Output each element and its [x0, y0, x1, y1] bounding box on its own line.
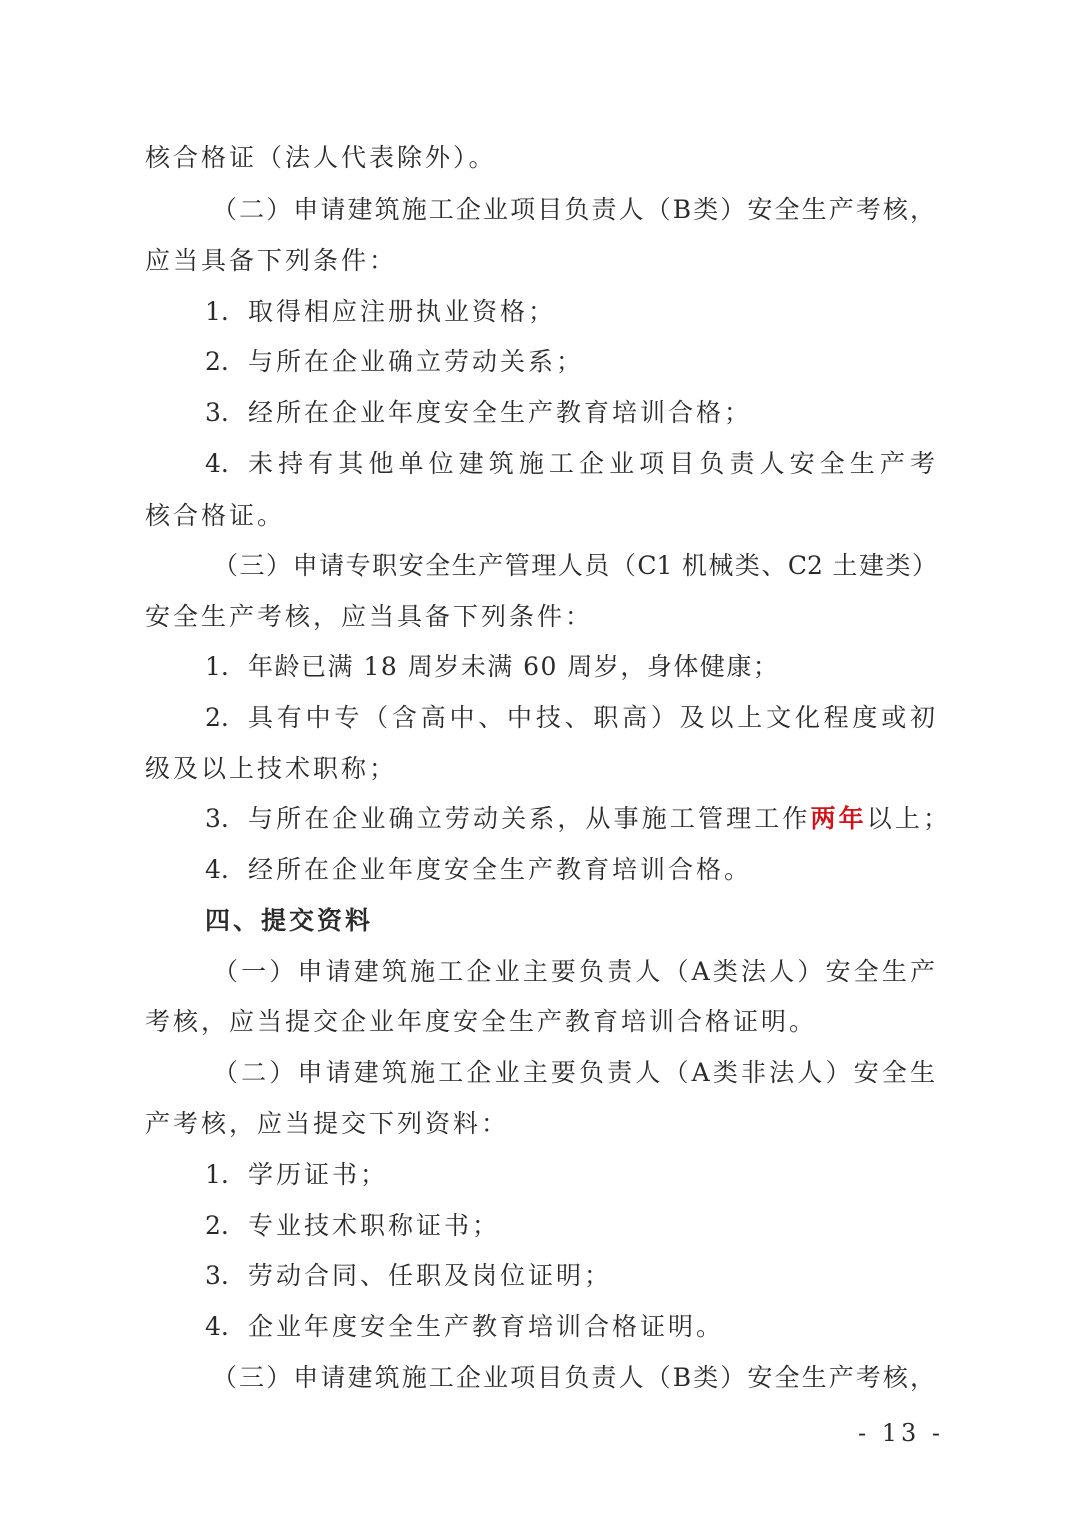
- list-item: 取得相应注册执业资格；: [248, 297, 557, 326]
- page-number: - 13 -: [858, 1419, 945, 1447]
- section-heading: 四、提交资料: [205, 906, 374, 935]
- paragraph-line: 产考核，应当提交下列资料：: [145, 1109, 510, 1138]
- paragraph-line: （三）申请建筑施工企业项目负责人（B类）安全生产考核，: [212, 1363, 935, 1392]
- paragraph-line: （二）申请建筑施工企业主要负责人（A类非法人）安全生: [213, 1058, 935, 1087]
- paragraph-line: （一）申请建筑施工企业主要负责人（A类法人）安全生产: [213, 957, 935, 986]
- list-number: 1.: [205, 652, 229, 681]
- list-item: 学历证书；: [248, 1160, 389, 1189]
- paragraph-line: 应当具备下列条件：: [145, 246, 398, 275]
- list-number: 4.: [205, 855, 229, 884]
- paragraph-line: （三）申请专职安全生产管理人员（C1 机械类、C2 土建类）: [213, 551, 937, 580]
- paragraph-line: 级及以上技术职称；: [145, 754, 398, 783]
- list-item: 经所在企业年度安全生产教育培训合格。: [248, 855, 753, 884]
- list-number: 1.: [205, 297, 229, 326]
- list-item: 未持有其他单位建筑施工企业项目负责人安全生产考: [248, 449, 935, 478]
- list-number: 3.: [205, 398, 229, 427]
- list-item: 企业年度安全生产教育培训合格证明。: [248, 1312, 725, 1341]
- list-item: 经所在企业年度安全生产教育培训合格；: [248, 398, 753, 427]
- list-item: 年龄已满 18 周岁未满 60 周岁，身体健康；: [248, 652, 780, 681]
- list-number: 4.: [205, 1312, 229, 1341]
- paragraph-line: 安全生产考核，应当具备下列条件：: [145, 602, 594, 631]
- paragraph-line: 考核，应当提交企业年度安全生产教育培训合格证明。: [145, 1007, 818, 1036]
- list-number: 4.: [205, 449, 229, 478]
- list-item: 劳动合同、任职及岗位证明；: [248, 1261, 613, 1290]
- list-number: 2.: [205, 1211, 229, 1240]
- list-item-text: 与所在企业确立劳动关系，从事施工管理工作: [248, 804, 811, 833]
- list-number: 3.: [205, 804, 229, 833]
- list-item: 与所在企业确立劳动关系；: [248, 347, 585, 376]
- list-number: 2.: [205, 347, 229, 376]
- list-number: 3.: [205, 1261, 229, 1290]
- list-item-text: 以上；: [866, 804, 948, 833]
- list-item: [248, 801, 948, 837]
- highlighted-text: 两年: [810, 804, 867, 833]
- paragraph-line: 核合格证（法人代表除外）。: [145, 143, 497, 172]
- paragraph-line: 核合格证。: [145, 501, 286, 530]
- list-number: 2.: [205, 703, 229, 732]
- list-item: 具有中专（含高中、中技、职高）及以上文化程度或初: [248, 703, 935, 732]
- list-item: 专业技术职称证书；: [248, 1211, 501, 1240]
- paragraph-line: （二）申请建筑施工企业项目负责人（B类）安全生产考核，: [212, 195, 935, 224]
- list-number: 1.: [205, 1160, 229, 1189]
